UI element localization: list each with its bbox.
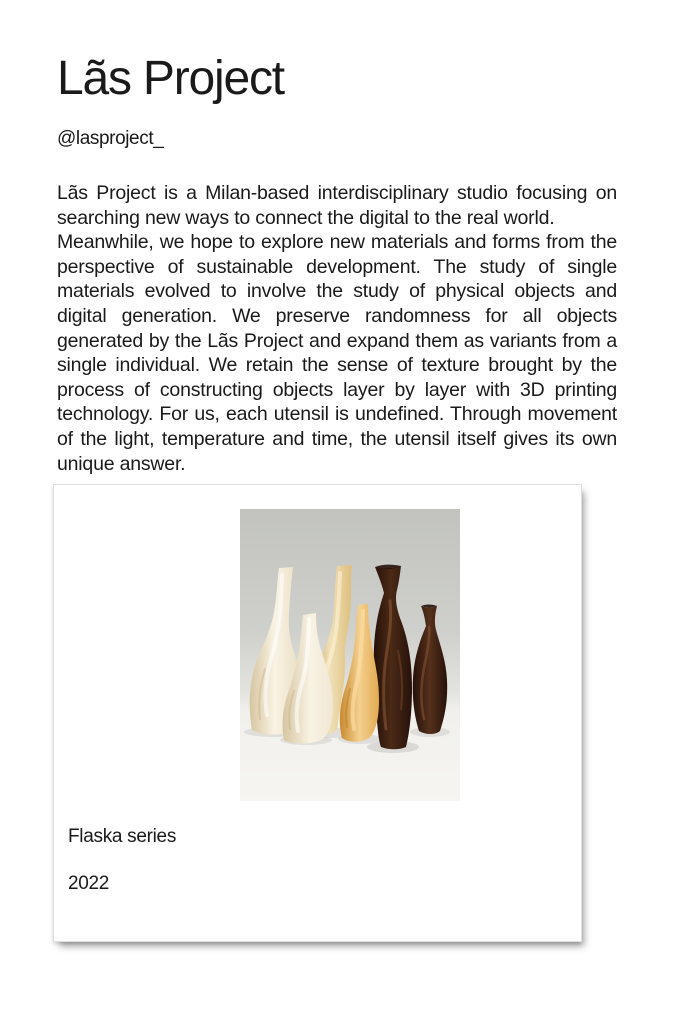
bio-paragraph: Meanwhile, we hope to explore new materials and forms from the perspective of sustainable development. The study of single materials evolved to involve the study of physical objects and digital generation. We preserve randomness for all objects generated by the Lãs Project and expand them as variants from a single individual. We retain the sense of texture brought by the process of constructing objects layer by layer with 3D printing technology. For us, each utensil is undefined. Through movement of the light, temperature and time, the utensil itself gives its own unique answer. <box>57 231 617 475</box>
vases-photo-illustration <box>240 509 460 801</box>
bio-text <box>57 181 617 476</box>
artwork-year: 2022 <box>68 873 110 894</box>
artwork-caption: Flaska series <box>68 826 177 847</box>
page-title: Lãs Project <box>57 52 284 105</box>
artwork-photo <box>240 509 460 801</box>
profile-handle: @lasproject_ <box>57 128 164 149</box>
artwork-card <box>53 484 582 942</box>
bio-paragraph: Lãs Project is a Milan-based interdisciplinary studio focusing on searching new ways to connect the digital to the real world. <box>57 182 617 229</box>
